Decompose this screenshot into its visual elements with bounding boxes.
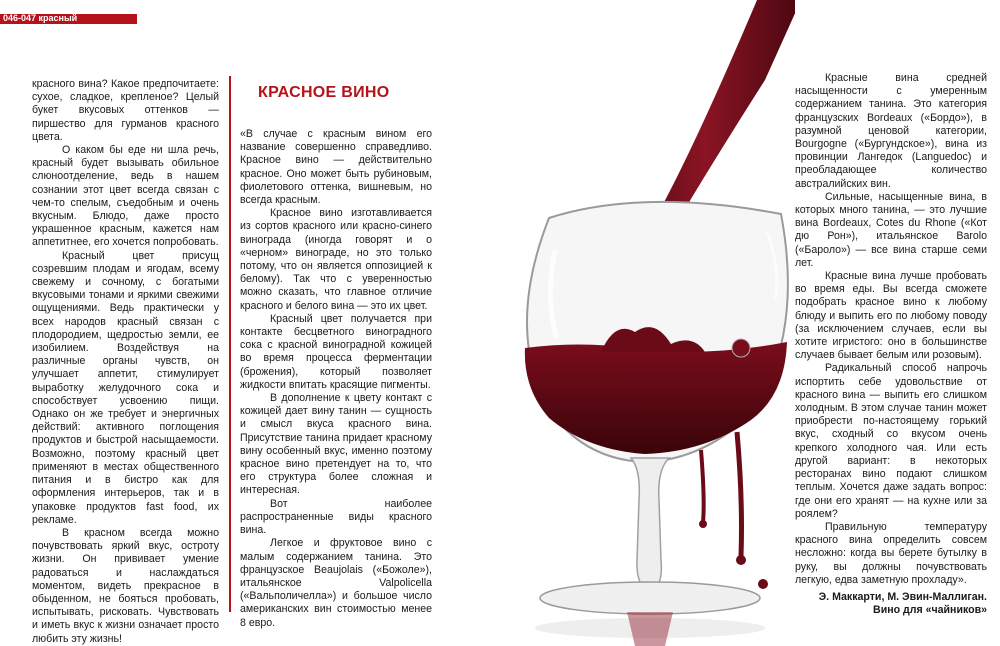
paragraph: Легкое и фруктовое вино с малым содержанием танина. Это французское Beaujolais («Божоле»), итальянское Valpolicella («Вальполичелла») и большое число американских вин стоимостью менее 8 евро. (240, 537, 432, 629)
paragraph: красного вина? Какое предпочитаете: сухое, сладкое, крепленое? Целый букет вкусовых оттенков — пиршество для гурманов красного цвета. (32, 78, 219, 143)
paragraph: В красном всегда можно почувствовать яркий вкус, остроту жизни. Он прививает умение радоваться и наслаждаться моментом, видеть прекрасное в обыденном, не бояться пробовать, испытывать, рисковать. Чувствовать и иметь вкус к жизни означает просто любить эту жизнь! (32, 526, 219, 645)
attribution-author: Э. Маккарти, М. Эвин-Маллиган. (818, 590, 987, 603)
paragraph: Сильные, насыщенные вина, в которых много танина, — это лучшие вина Bordeaux, Cotes du Rhone («Кот дю Рон»), итальянское Barolo («Бароло») — все вина старше семи лет. (795, 190, 987, 269)
paragraph: О каком бы еде ни шла речь, красный будет вызывать обильное слюноотделение, ведь в нашем сознании этот цвет всегда связан с чем-то спелым, съедобным и очень вкусным. Блюдо, даже просто украшенное красным, кажется нам аппетитнее, его хочется попробовать. (32, 144, 219, 249)
column-right (795, 72, 987, 617)
column-middle (240, 128, 432, 630)
attribution-book: Вино для «чайников» (873, 604, 987, 617)
paragraph: «В случае с красным вином его название совершенно справедливо. Красное вино — действительно красное. Оно может быть рубиновым, фиолетового оттенка, вишневым, но всегда красным. (240, 128, 432, 207)
article-title: КРАСНОЕ ВИНО (258, 84, 390, 101)
divider-rule (229, 76, 231, 612)
column-left (32, 78, 219, 646)
paragraph: Красные вина средней насыщенности с умеренным содержанием танина. Это категория французских Bordeaux («Бордо»), в разумной ценовой категории, Bourgogne («Бургундское»), вина из провинции Лангедок (Languedoc) и преобладающее количество австралийских вин. (795, 72, 987, 190)
paragraph: Красные вина лучше пробовать во время еды. Вы всегда сможете подобрать красное вино к любому блюду и выпить его по любому поводу (за исключением случаев, если вы хотите игристого: оно в большинстве случаев бывает белым или розовым). (795, 270, 987, 362)
page-label: 046-047 красный (3, 13, 78, 23)
wine-glass-photo (505, 0, 795, 646)
paragraph: В дополнение к цвету контакт с кожицей дает вину танин — сущность и смысл вкуса красного вина. Присутствие танина придает красному вину особенный вкус, именно поэтому красное вино претендует на то, что его структура более сложная и интересная. (240, 392, 432, 497)
paragraph: Красное вино изготавливается из сортов красного или красно-синего винограда (иногда говорят и о «черном» винограде, но это только потому, что он является оппозицией к белому). Так что с уверенностью можно сказать, что главное отличие красного и белого вина — это их цвет. (240, 207, 432, 312)
paragraph: Красный цвет получается при контакте бесцветного виноградного сока с красной виноградной кожицей во время процесса ферментации (брожения), который позволяет жидкости впитать красящие пигменты. (240, 312, 432, 391)
paragraph: Вот наиболее распространенные виды красного вина. (240, 497, 432, 537)
paragraph: Красный цвет присущ созревшим плодам и ягодам, всему свежему и сочному, с богатыми вкусовыми тонами и яркими свежими ощущениями. Ведь практически у всех народов красный связан с плодородием, щедростью земли, ее изобилием. Воздействуя на различные органы чувств, он улучшает аппетит, стимулирует выработку желудочного сока и способствует усвоению пищи. Однако он же требует и энергичных действий: активного поглощения продуктов и быстрой насыщаемости. Возможно, поэтому красный цвет применяют в местах общественного питания и в бистро как для оформления интерьеров, так и в упаковке продуктов fast food, их рекламе. (32, 249, 219, 526)
paragraph: Радикальный способ напрочь испортить себе удовольствие от красного вина — выпить его слишком холодным. В этом случае танин может приобрести по-настоящему горький вкус, сходный со вкусом очень крепкого холодного чая. Или есть другой вариант: в некоторых ресторанах вино подают слишком теплым. Хочется даже задать вопрос: где они его хранят — на кухне или за роялем? (795, 362, 987, 520)
paragraph: Правильную температуру красного вина определить совсем несложно: когда вы берете бутылку в руку, вы должны почувствовать легкую, едва заметную прохладу». (795, 520, 987, 586)
